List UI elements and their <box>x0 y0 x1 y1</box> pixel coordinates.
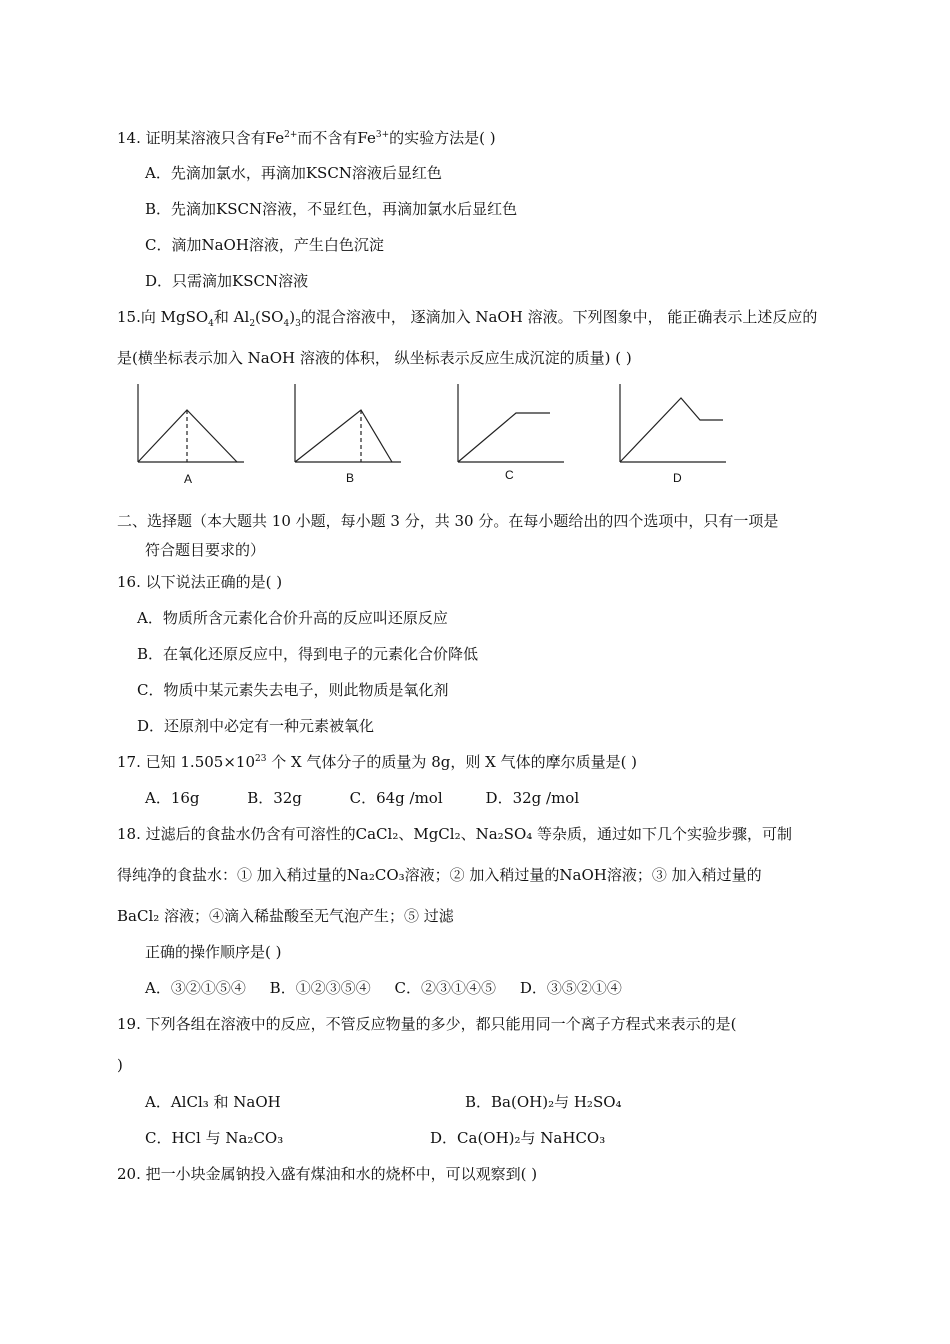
graph-curve <box>620 398 723 462</box>
q16-stem: 16. 以下说法正确的是( ) <box>117 573 283 591</box>
graph-label-b: B <box>346 471 355 485</box>
section-heading-cont: 符合题目要求的） <box>145 541 266 559</box>
q19-option-c: C．HCl 与 Na₂CO₃ <box>145 1129 284 1147</box>
charge-sup: 2+ <box>284 130 298 140</box>
subscript: 4 <box>283 319 290 329</box>
q18-line4: 正确的操作顺序是( ) <box>145 943 282 961</box>
q15-text: 和 Al <box>213 308 250 326</box>
q14-option-d: D．只需滴加KSCN溶液 <box>145 272 309 290</box>
subscript: 2 <box>249 319 256 329</box>
q16-option-b: B．在氧化还原反应中，得到电子的元素化合价降低 <box>137 645 479 663</box>
section-heading: 二、选择题（本大题共 10 小题，每小题 3 分，共 30 分。在每小题给出的四个选项中，只有一项是 <box>117 512 779 530</box>
q14-stem <box>117 128 496 148</box>
q16-option-d: D．还原剂中必定有一种元素被氧化 <box>137 717 375 735</box>
q15-text: 的混合溶液中， 逐滴加入 NaOH 溶液。下列图象中， 能正确表示上述反应的 <box>300 308 818 326</box>
q16-option-c: C．物质中某元素失去电子，则此物质是氧化剂 <box>137 681 449 699</box>
q19-option-b: B．Ba(OH)₂与 H₂SO₄ <box>465 1093 622 1111</box>
q18-line3: BaCl₂ 溶液；④滴入稀盐酸至无气泡产生；⑤ 过滤 <box>117 907 454 925</box>
q17-text: 17. 已知 1.505×10 <box>117 753 255 771</box>
exponent-sup: 23 <box>255 754 267 764</box>
graph-b <box>287 380 407 470</box>
q15-stem-line1 <box>117 307 817 327</box>
q14-stem-part: 14. 证明某溶液只含有Fe <box>117 129 285 147</box>
q14-option-a: A．先滴加氯水，再滴加KSCN溶液后显红色 <box>145 164 442 182</box>
q16-option-a: A．物质所含元素化合价升高的反应叫还原反应 <box>137 609 448 627</box>
graph-c <box>450 380 570 470</box>
graph-label-d: D <box>673 471 682 485</box>
graph-a <box>130 380 250 470</box>
graph-label-c: C <box>505 468 514 482</box>
q14-option-b: B．先滴加KSCN溶液，不显红色，再滴加氯水后显红色 <box>145 200 518 218</box>
subscript: 3 <box>295 319 301 329</box>
q15-text: (SO <box>255 308 284 326</box>
q19-option-a: A．AlCl₃ 和 NaOH <box>145 1093 281 1111</box>
q17-options: A．16g B．32g C．64g /mol D．32g /mol <box>145 789 580 807</box>
q15-text: ) <box>289 308 296 326</box>
graph-curve <box>458 413 550 462</box>
q20-stem: 20. 把一小块金属钠投入盛有煤油和水的烧杯中，可以观察到( ) <box>117 1165 538 1183</box>
subscript: 4 <box>208 319 214 329</box>
q18-line1: 18. 过滤后的食盐水仍含有可溶性的CaCl₂、MgCl₂、Na₂SO₄ 等杂质，通过如下几个实验步骤，可制 <box>117 825 793 843</box>
q14-stem-part: 而不含有Fe <box>297 129 376 147</box>
q17-stem <box>117 752 637 772</box>
charge-sup: 3+ <box>375 130 390 140</box>
graph-curve <box>295 410 392 462</box>
q18-options: A．③②①⑤④ B．①②③⑤④ C．②③①④⑤ D．③⑤②①④ <box>145 979 622 997</box>
q14-stem-part: 的实验方法是( ) <box>389 129 496 147</box>
q19-option-d: D．Ca(OH)₂与 NaHCO₃ <box>430 1129 606 1147</box>
q19-line2: ) <box>117 1056 123 1074</box>
q19-line1: 19. 下列各组在溶液中的反应，不管反应物量的多少，都只能用同一个离子方程式来表示的是( <box>117 1015 737 1033</box>
q18-line2: 得纯净的食盐水：① 加入稍过量的Na₂CO₃溶液；② 加入稍过量的NaOH溶液；③ 加入稍过量的 <box>117 866 762 884</box>
q15-stem-line2: 是(横坐标表示加入 NaOH 溶液的体积， 纵坐标表示反应生成沉淀的质量) ( ) <box>117 349 632 367</box>
q15-text: 15.向 MgSO <box>117 308 209 326</box>
q14-option-c: C．滴加NaOH溶液，产生白色沉淀 <box>145 236 384 254</box>
graph-label-a: A <box>184 472 193 486</box>
graph-d <box>612 380 732 470</box>
q17-text: 个 X 气体分子的质量为 8g，则 X 气体的摩尔质量是( ) <box>266 753 638 771</box>
